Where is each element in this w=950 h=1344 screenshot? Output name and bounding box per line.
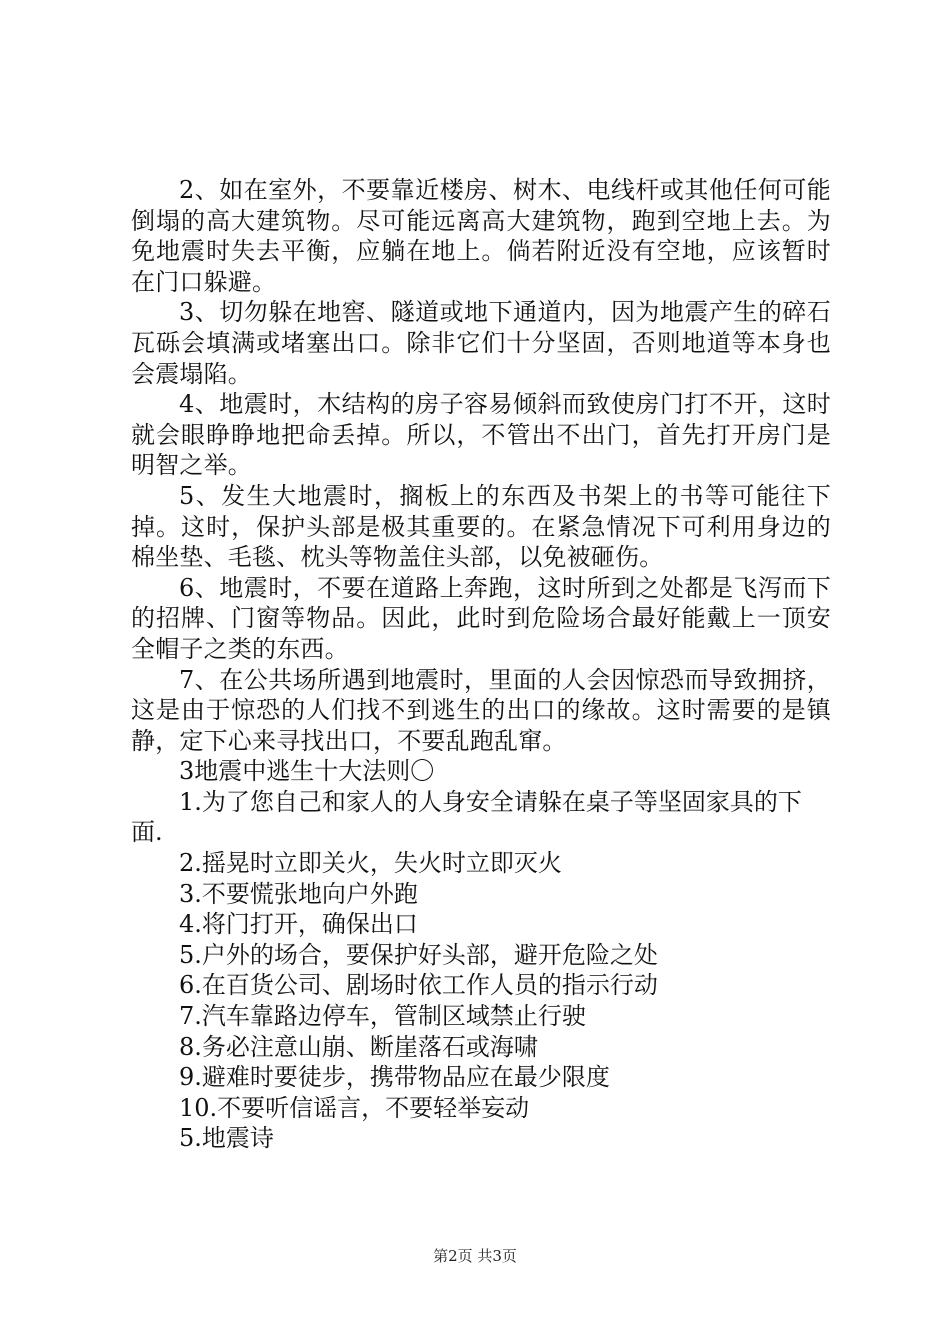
paragraph-outdoor: 2、如在室外，不要靠近楼房、树木、电线杆或其他任何可能倒塌的高大建筑物。尽可能远离高大建筑物，跑到空地上去。为免地震时失去平衡，应躺在地上。倘若附近没有空地，应该暂时在门口躲避。 xyxy=(131,176,831,296)
rule-item: 7.汽车靠路边停车，管制区域禁止行驶 xyxy=(179,1002,586,1031)
rule-item: 1.为了您自己和家人的人身安全请躲在桌子等坚固家具的下面. xyxy=(131,787,802,847)
rule-item: 5.户外的场合，要保护好头部，避开危险之处 xyxy=(179,940,658,969)
paragraph-cellar: 3、切勿躲在地窖、隧道或地下通道内，因为地震产生的碎石瓦砾会填满或堵塞出口。除非它们十分坚固，否则地道等本身也会震塌陷。 xyxy=(131,298,831,388)
rule-item: 10.不要听信谣言，不要轻举妄动 xyxy=(179,1093,530,1122)
paragraph-public-place: 7、在公共场所遇到地震时，里面的人会因惊恐而导致拥挤，这是由于惊恐的人们找不到逃生的出口的缘故。这时需要的是镇静，定下心来寻找出口，不要乱跑乱窜。 xyxy=(131,665,831,755)
rule-item: 9.避难时要徒步，携带物品应在最少限度 xyxy=(179,1063,610,1092)
paragraph-street: 6、地震时，不要在道路上奔跑，这时所到之处都是飞泻而下的招牌、门窗等物品。因此，此时到危险场合最好能戴上一顶安全帽子之类的东西。 xyxy=(131,573,831,663)
document-body xyxy=(131,175,831,1154)
rule-item: 6.在百货公司、剧场时依工作人员的指示行动 xyxy=(179,971,658,1000)
rule-item: 8.务必注意山崩、断崖落石或海啸 xyxy=(179,1032,538,1061)
page-footer xyxy=(0,1246,950,1266)
rule-item: 4.将门打开，确保出口 xyxy=(179,910,418,939)
rule-item: 2.摇晃时立即关火，失火时立即灭火 xyxy=(179,849,562,878)
page-number-label: 第2页 共3页 xyxy=(433,1247,517,1265)
final-heading: 5.地震诗 xyxy=(179,1124,274,1153)
paragraph-protect-head: 5、发生大地震时，搁板上的东西及书架上的书等可能往下掉。这时，保护头部是极其重要的。在紧急情况下可利用身边的棉坐垫、毛毯、枕头等物盖住头部，以免被砸伤。 xyxy=(131,481,831,572)
paragraph-wooden-house: 4、地震时，木结构的房子容易倾斜而致使房门打不开，这时就会眼睁睁地把命丢掉。所以，不管出不出门，首先打开房门是明智之举。 xyxy=(131,390,831,480)
section-heading: 3地震中逃生十大法则〇 xyxy=(179,757,435,786)
rule-item: 3.不要慌张地向户外跑 xyxy=(179,879,418,908)
